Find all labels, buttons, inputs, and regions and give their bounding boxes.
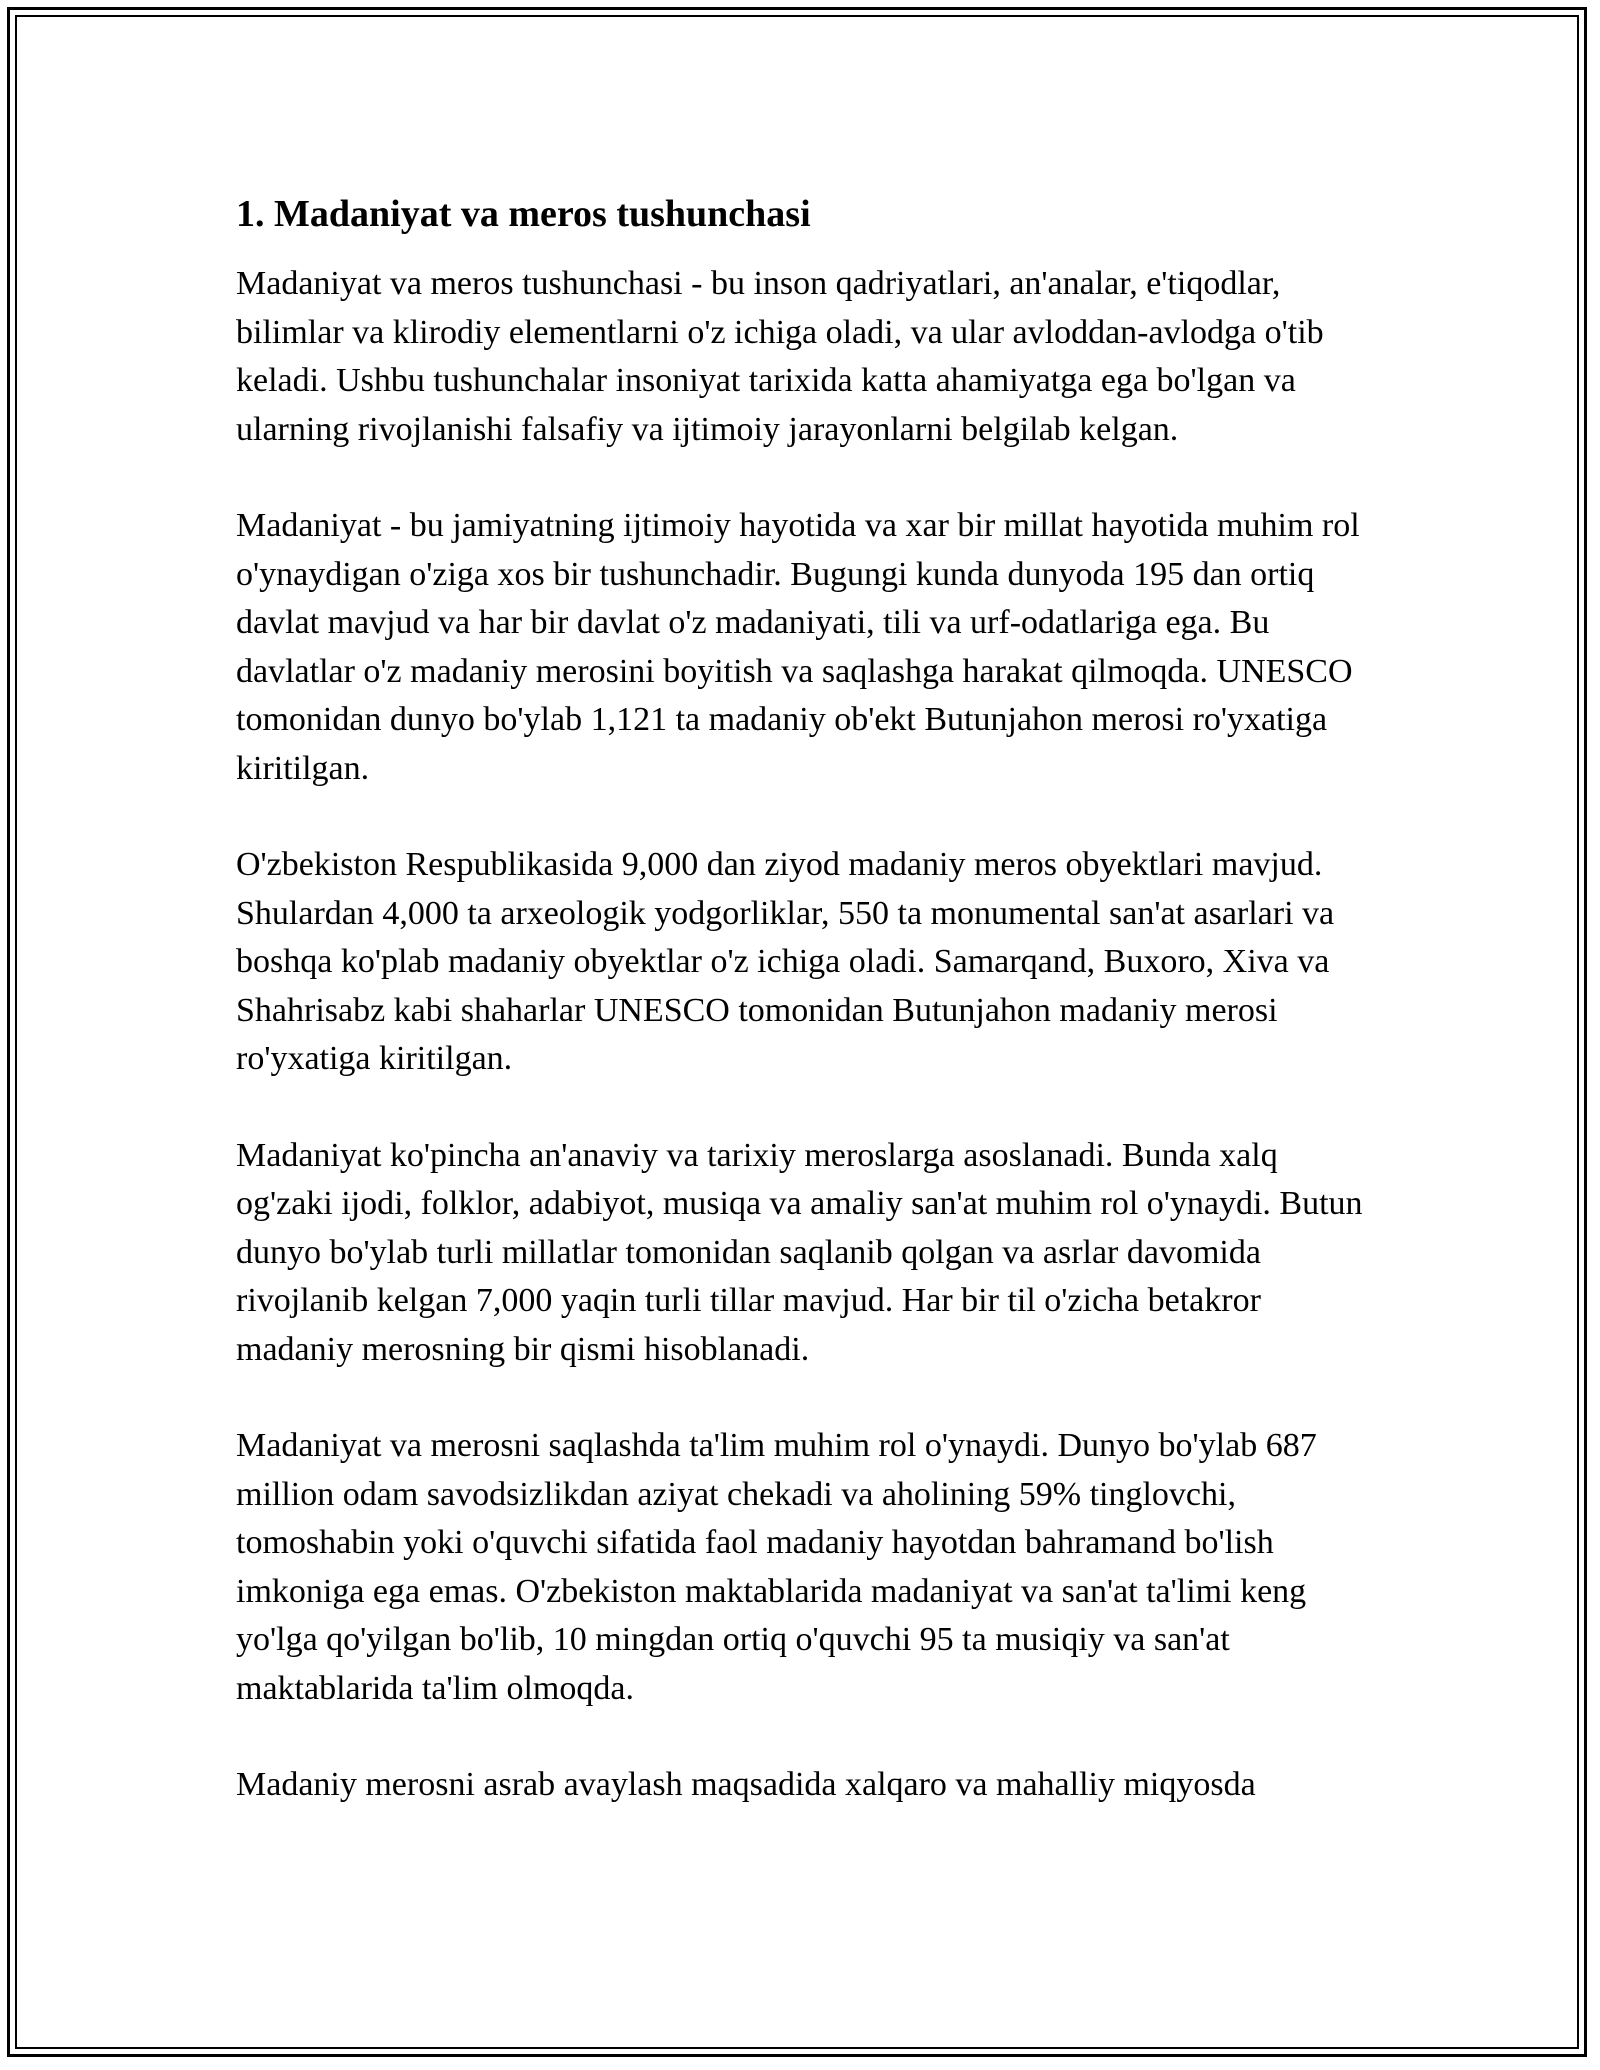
paragraph-4: Madaniyat ko'pincha an'anaviy va tarixiy meroslarga asoslanadi. Bunda xalq og'zaki ijodi, folklor, adabiyot, musiqa va amaliy san'at muhim rol o'ynaydi. Butun dunyo bo'ylab turli millatlar tomonidan saqlanib qolgan va asrlar davomida rivojlanib kelgan 7,000 yaqin turli tillar mavjud. Har bir til o'zicha betakror madaniy merosning bir qismi hisoblanadi.	[236, 1136, 1363, 1368]
paragraph-3: O'zbekiston Respublikasida 9,000 dan ziyod madaniy meros obyektlari mavjud. Shulardan 4,000 ta arxeologik yodgorliklar, 550 ta monumental san'at asarlari va boshqa ko'plab madaniy obyektlar o'z ichiga oladi. Samarqand, Buxoro, Xiva va Shahrisabz kabi shaharlar UNESCO tomonidan Butunjahon madaniy merosi ro'yxatiga kiritilgan.	[236, 846, 1335, 1077]
document-body	[236, 188, 1366, 1858]
paragraph-5: Madaniyat va merosni saqlashda ta'lim muhim rol o'ynaydi. Dunyo bo'ylab 687 million odam savodsizlikdan aziyat chekadi va aholining 59% tinglovchi, tomoshabin yoki o'quvchi sifatida faol madaniy hayotdan bahramand bo'lish imkoniga ega emas. O'zbekiston maktablarida madaniyat va san'at ta'limi keng yo'lga qo'yilgan bo'lib, 10 mingdan ortiq o'quvchi 95 ta musiqiy va san'at maktablarida ta'lim olmoqda.	[236, 1427, 1317, 1707]
paragraph-2: Madaniyat - bu jamiyatning ijtimoiy hayotida va xar bir millat hayotida muhim rol o'ynaydigan o'ziga xos bir tushunchadir. Bugungi kunda dunyoda 195 dan ortiq davlat mavjud va har bir davlat o'z madaniyati, tili va urf-odatlariga ega. Bu davlatlar o'z madaniy merosini boyitish va saqlashga harakat qilmoqda. UNESCO tomonidan dunyo bo'ylab 1,121 ta madaniy ob'ekt Butunjahon merosi ro'yxatiga kiritilgan.	[236, 507, 1360, 787]
paragraph-1: Madaniyat va meros tushunchasi - bu inson qadriyatlari, an'analar, e'tiqodlar, bilimlar va klirodiy elementlarni o'z ichiga oladi, va ular avloddan-avlodga o'tib keladi. Ushbu tushunchalar insoniyat tarixida katta ahamiyatga ega bo'lgan va ularning rivojlanishi falsafiy va ijtimoiy jarayonlarni belgilab kelgan.	[236, 265, 1324, 448]
paragraph-6: Madaniy merosni asrab avaylash maqsadida xalqaro va mahalliy miqyosda	[236, 1766, 1256, 1803]
section-heading: 1. Madaniyat va meros tushunchasi	[236, 193, 811, 235]
